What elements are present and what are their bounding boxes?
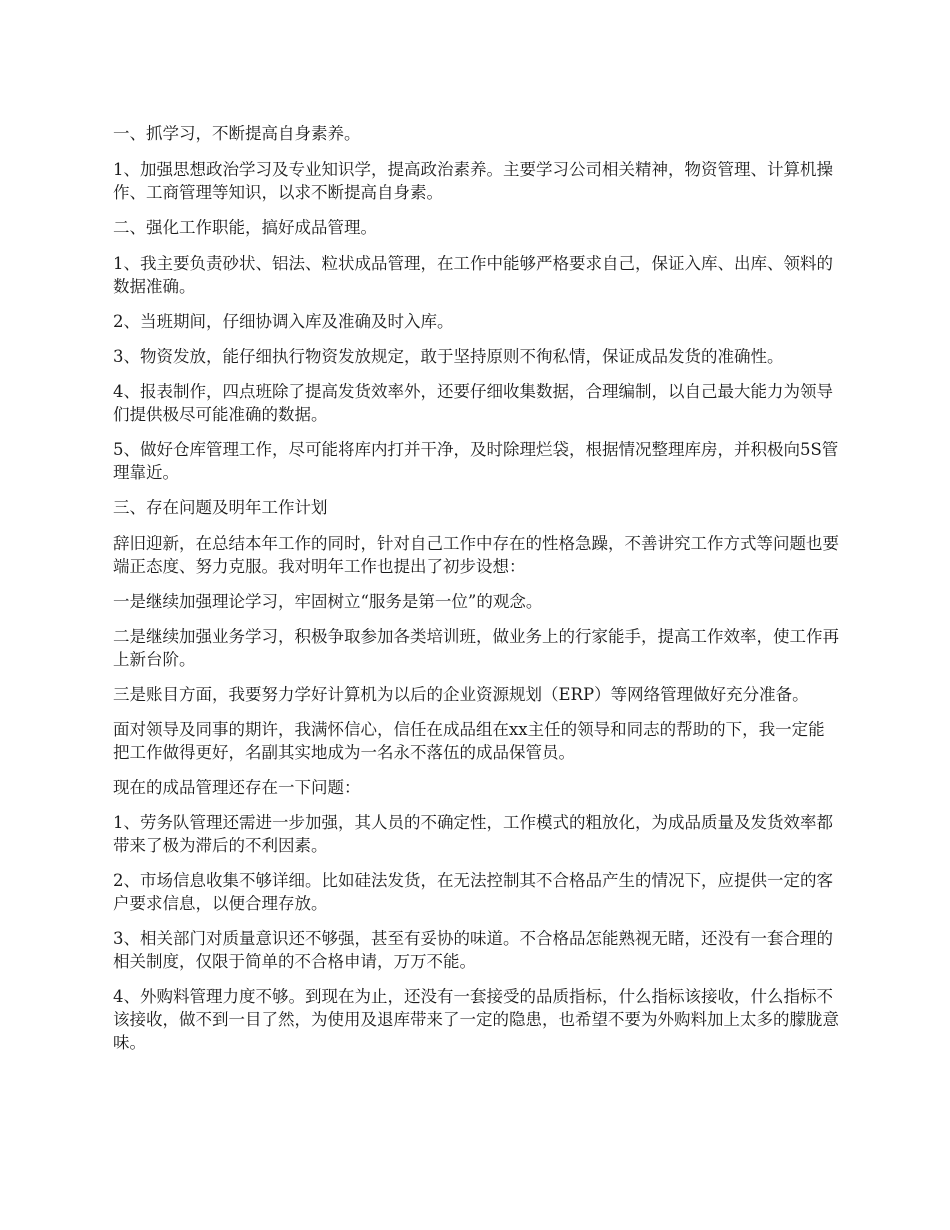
- paragraph: 辞旧迎新，在总结本年工作的同时，针对自己工作中存在的性格急躁，不善讲究工作方式等问题也要端正态度、努力克服。我对明年工作也提出了初步设想：: [113, 534, 839, 576]
- section-heading-2: 二、强化工作职能，搞好成品管理。: [113, 218, 377, 237]
- paragraph: 二是继续加强业务学习，积极争取参加各类培训班，做业务上的行家能手，提高工作效率，使工作再上新台阶。: [113, 627, 839, 669]
- paragraph: 1、劳务队管理还需进一步加强，其人员的不确定性，工作模式的粗放化，为成品质量及发货效率都带来了极为滞后的不利因素。: [113, 813, 833, 855]
- paragraph: 4、外购料管理力度不够。到现在为止，还没有一套接受的品质指标，什么指标该接收，什么指标不该接收，做不到一目了然，为使用及退库带来了一定的隐患，也希望不要为外购料加上太多的朦胧意味。: [113, 987, 839, 1052]
- section-heading-3: 三、存在问题及明年工作计划: [113, 498, 328, 517]
- paragraph: 现在的成品管理还存在一下问题：: [113, 778, 361, 797]
- paragraph: 5、做好仓库管理工作，尽可能将库内打并干净，及时除理烂袋，根据情况整理库房，并积极向5S管理靠近。: [113, 440, 839, 482]
- document-body: [113, 122, 841, 1066]
- paragraph: 1、我主要负责砂状、铝法、粒状成品管理，在工作中能够严格要求自己，保证入库、出库、领料的数据准确。: [113, 254, 833, 296]
- paragraph: 4、报表制作，四点班除了提高发货效率外，还要仔细收集数据，合理编制，以自己最大能力为领导们提供极尽可能准确的数据。: [113, 382, 833, 424]
- paragraph: 一是继续加强理论学习，牢固树立“服务是第一位”的观念。: [113, 592, 543, 611]
- section-heading-1: 一、抓学习，不断提高自身素养。: [113, 124, 361, 143]
- paragraph: 3、物资发放，能仔细执行物资发放规定，敢于坚持原则不徇私情，保证成品发货的准确性。: [113, 347, 784, 366]
- paragraph: 3、相关部门对质量意识还不够强，甚至有妥协的味道。不合格品怎能熟视无睹，还没有一套合理的相关制度，仅限于简单的不合格申请，万万不能。: [113, 929, 833, 971]
- paragraph: 2、当班期间，仔细协调入库及准确及时入库。: [113, 312, 454, 331]
- paragraph: 面对领导及同事的期许，我满怀信心，信任在成品组在xx主任的领导和同志的帮助的下，我一定能把工作做得更好，名副其实地成为一名永不落伍的成品保管员。: [113, 720, 825, 762]
- paragraph: 三是账目方面，我要努力学好计算机为以后的企业资源规划（ERP）等网络管理做好充分准备。: [113, 685, 809, 704]
- paragraph: 2、市场信息收集不够详细。比如硅法发货，在无法控制其不合格品产生的情况下，应提供一定的客户要求信息，以便合理存放。: [113, 871, 833, 913]
- paragraph: 1、加强思想政治学习及专业知识学，提高政治素养。主要学习公司相关精神，物资管理、计算机操作、工商管理等知识，以求不断提高自身素。: [113, 160, 833, 202]
